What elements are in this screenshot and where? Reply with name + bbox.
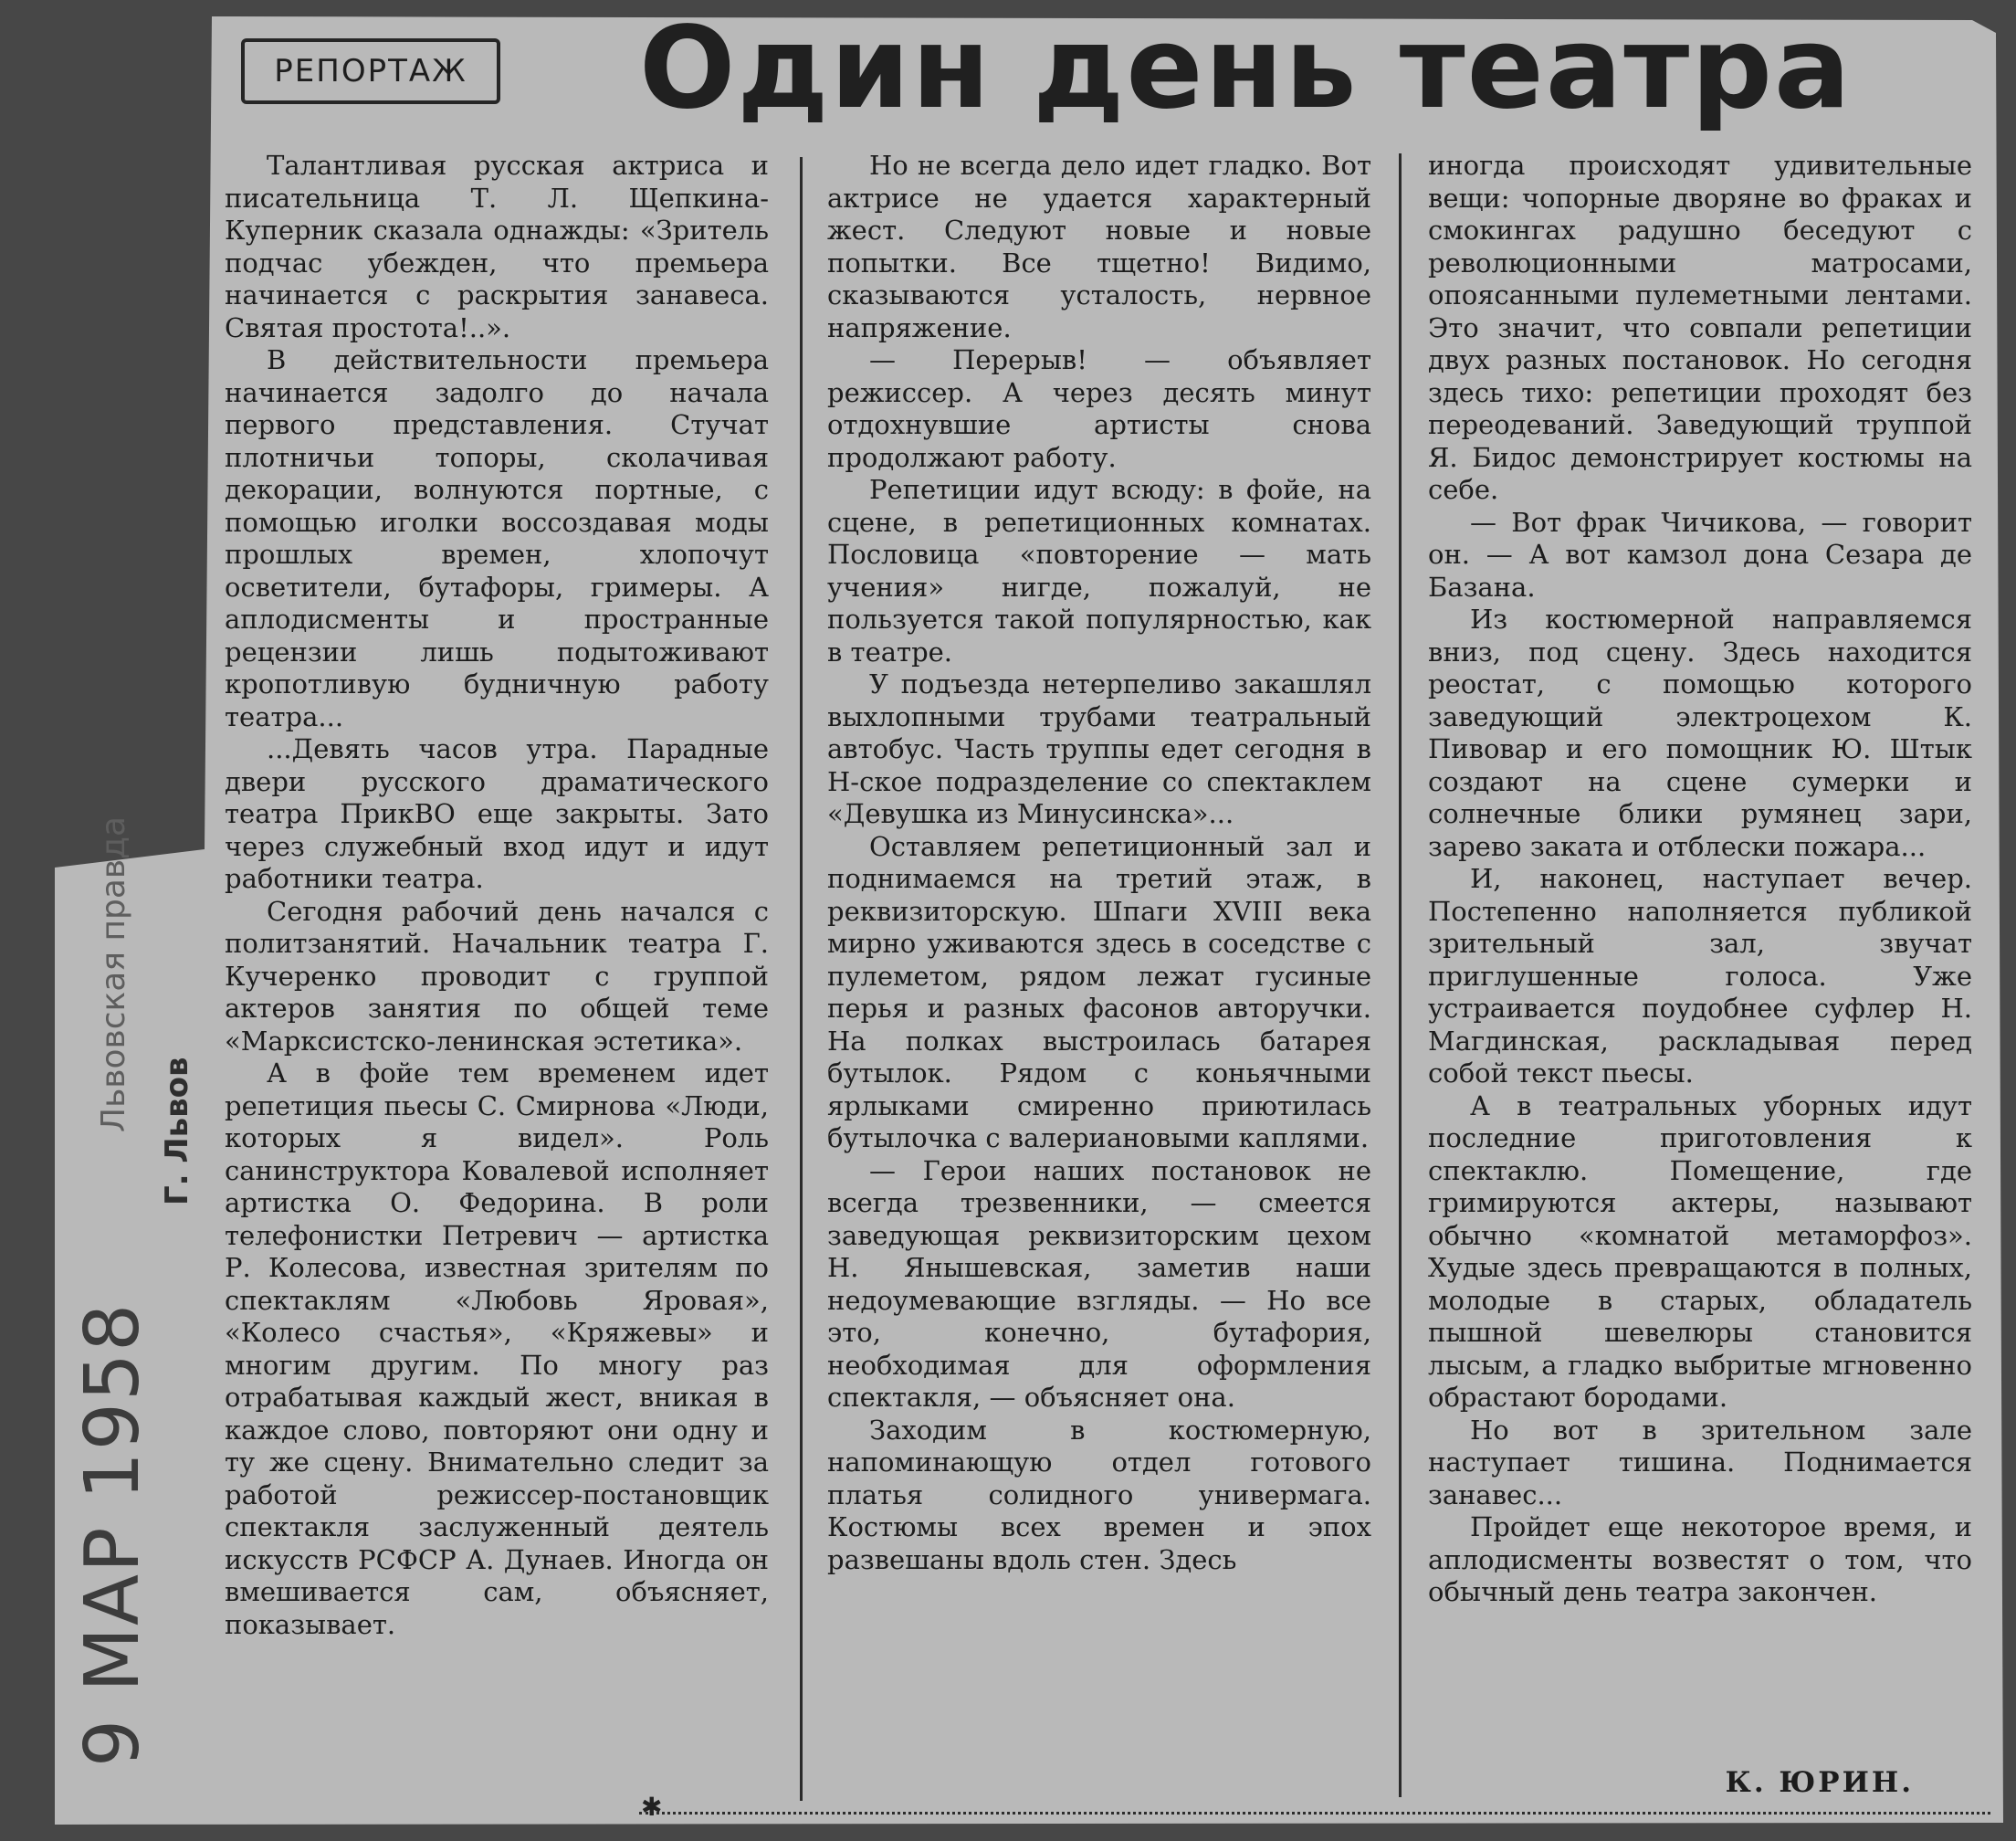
article-column-1 [225,150,769,1641]
newspaper-name: Львовская правда [95,815,132,1132]
paragraph: А в театральных уборных идут последние приготовления к спектаклю. Помещение, где гримируются актеры, называют обычно «комнатой метаморфоз». Худые здесь превращаются в полных, молодые в старых, обладатель пышной шевелюры становится лысым, а гладко выбритые мгновенно обрастают бородами. [1428,1089,1972,1413]
rubric-label: РЕПОРТАЖ [274,53,467,89]
date-stamp: 9 МАР 1958 [69,1301,156,1767]
paragraph: Сегодня рабочий день начался с политзанятий. Начальник театра Г. Кучеренко проводит с группой актеров занятия по общей теме «Марксистско-ленинская эстетика». [225,895,769,1057]
paragraph: В действительности премьера начинается задолго до начала первого представления. Стучат плотничьи топоры, сколачивая декорации, волнуются портные, с помощью иголки воссоздавая моды прошлых времен, хлопочут осветители, бутафоры, гримеры. А аплодисменты и пространные рецензии лишь подытоживают кропотливую будничную работу театра... [225,344,769,732]
star-ornament-icon: ✱ [641,1792,663,1822]
column-divider [800,157,803,1801]
city-label: Г. Львов [159,1057,195,1205]
paragraph: Талантливая русская актриса и писательница Т. Л. Щепкина-Куперник сказала однажды: «Зритель подчас убежден, что премьера начинается с раскрытия занавеса. Святая простота!..». [225,150,769,343]
paragraph: Репетиции идут всюду: в фойе, на сцене, в репетиционных комнатах. Пословица «повторение — мать учения» нигде, пожалуй, не пользуется такой популярностью, как в театре. [827,474,1371,668]
paragraph: И, наконец, наступает вечер. Постепенно наполняется публикой зрительный зал, звучат приглушенные голоса. Уже устраивается поудобнее суфлер Н. Магдинская, раскладывая перед собой текст пьесы. [1428,863,1972,1089]
paragraph: Из костюмерной направляемся вниз, под сцену. Здесь находится реостат, с помощью которого заведующий электроцехом К. Пивовар и его помощник Ю. Штык создают на сцене сумерки и солнечные блики румянец зари, зарево заката и отблески пожара... [1428,604,1972,862]
rubric-box [241,38,500,104]
article-column-3 [1428,150,1972,1609]
paragraph: — Перерыв! — объявляет режиссер. А через десять минут отдохнувшие артисты снова продолжают работу. [827,344,1371,473]
author-signature: К. ЮРИН. [1725,1766,1914,1799]
paragraph: Но не всегда дело идет гладко. Вот актрисе не удается характерный жест. Следуют новые и новые попытки. Все тщетно! Видимо, сказываются усталость, нервное напряжение. [827,150,1371,343]
paragraph: Пройдет еще некоторое время, и аплодисменты возвестят о том, что обычный день театра закончен. [1428,1511,1972,1607]
paragraph: У подъезда нетерпеливо закашлял выхлопными трубами театральный автобус. Часть труппы едет сегодня в Н-ское подразделение со спектаклем «Девушка из Минусинска»... [827,668,1371,829]
column-divider [1399,153,1402,1797]
paragraph: Но вот в зрительном зале наступает тишина. Поднимается занавес... [1428,1414,1972,1510]
bottom-perforation [639,1812,1990,1815]
headline: Один день театра [639,3,1853,134]
paragraph: Заходим в костюмерную, напоминающую отдел готового платья солидного универмага. Костюмы всех времен и эпох развешаны вдоль стен. Здесь [827,1414,1371,1575]
article-column-2 [827,150,1371,1576]
paragraph: А в фойе тем временем идет репетиция пьесы С. Смирнова «Люди, которых я видел». Роль санинструктора Ковалевой исполняет артистка О. Федорина. В роли телефонистки Петревич — артистка Р. Колесова, известная зрителям по спектаклям «Любовь Яровая», «Колесо счастья», «Кряжевы» и многим другим. По многу раз отрабатывая каждый жест, вникая в каждое слово, повторяют они одну и ту же сцену. Внимательно следит за работой режиссер-постановщик спектакля заслуженный деятель искусств РСФСР А. Дунаев. Иногда он вмешивается сам, объясняет, показывает. [225,1057,769,1640]
paragraph: Оставляем репетиционный зал и поднимаемся на третий этаж, в реквизиторскую. Шпаги XVIII века мирно уживаются здесь в соседстве с пулеметом, рядом лежат гусиные перья и разных фасонов авторучки. На полках выстроилась батарея бутылок. Рядом с коньячными ярлыками смиренно приютилась бутылочка с валериановыми каплями. [827,830,1371,1153]
paragraph: — Герои наших постановок не всегда трезвенники, — смеется заведующая реквизиторским цехом Н. Янышевская, заметив наши недоумевающие взгляды. — Но все это, конечно, бутафория, необходимая для оформления спектакля, — объясняет она. [827,1154,1371,1413]
paragraph: ...Девять часов утра. Парадные двери русского драматического театра ПрикВО еще закрыты. Зато через служебный вход идут и идут работники театра. [225,733,769,894]
paragraph: — Вот фрак Чичикова, — говорит он. — А вот камзол дона Сезара де Базана. [1428,506,1972,603]
paragraph: иногда происходят удивительные вещи: чопорные дворяне во фраках и смокингах радушно беседуют с революционными матросами, опоясанными пулеметными лентами. Это значит, что совпали репетиции двух разных постановок. Но сегодня здесь тихо: репетиции проходят без переодеваний. Заведующий труппой Я. Бидос демонстрирует костюмы на себе. [1428,150,1972,505]
